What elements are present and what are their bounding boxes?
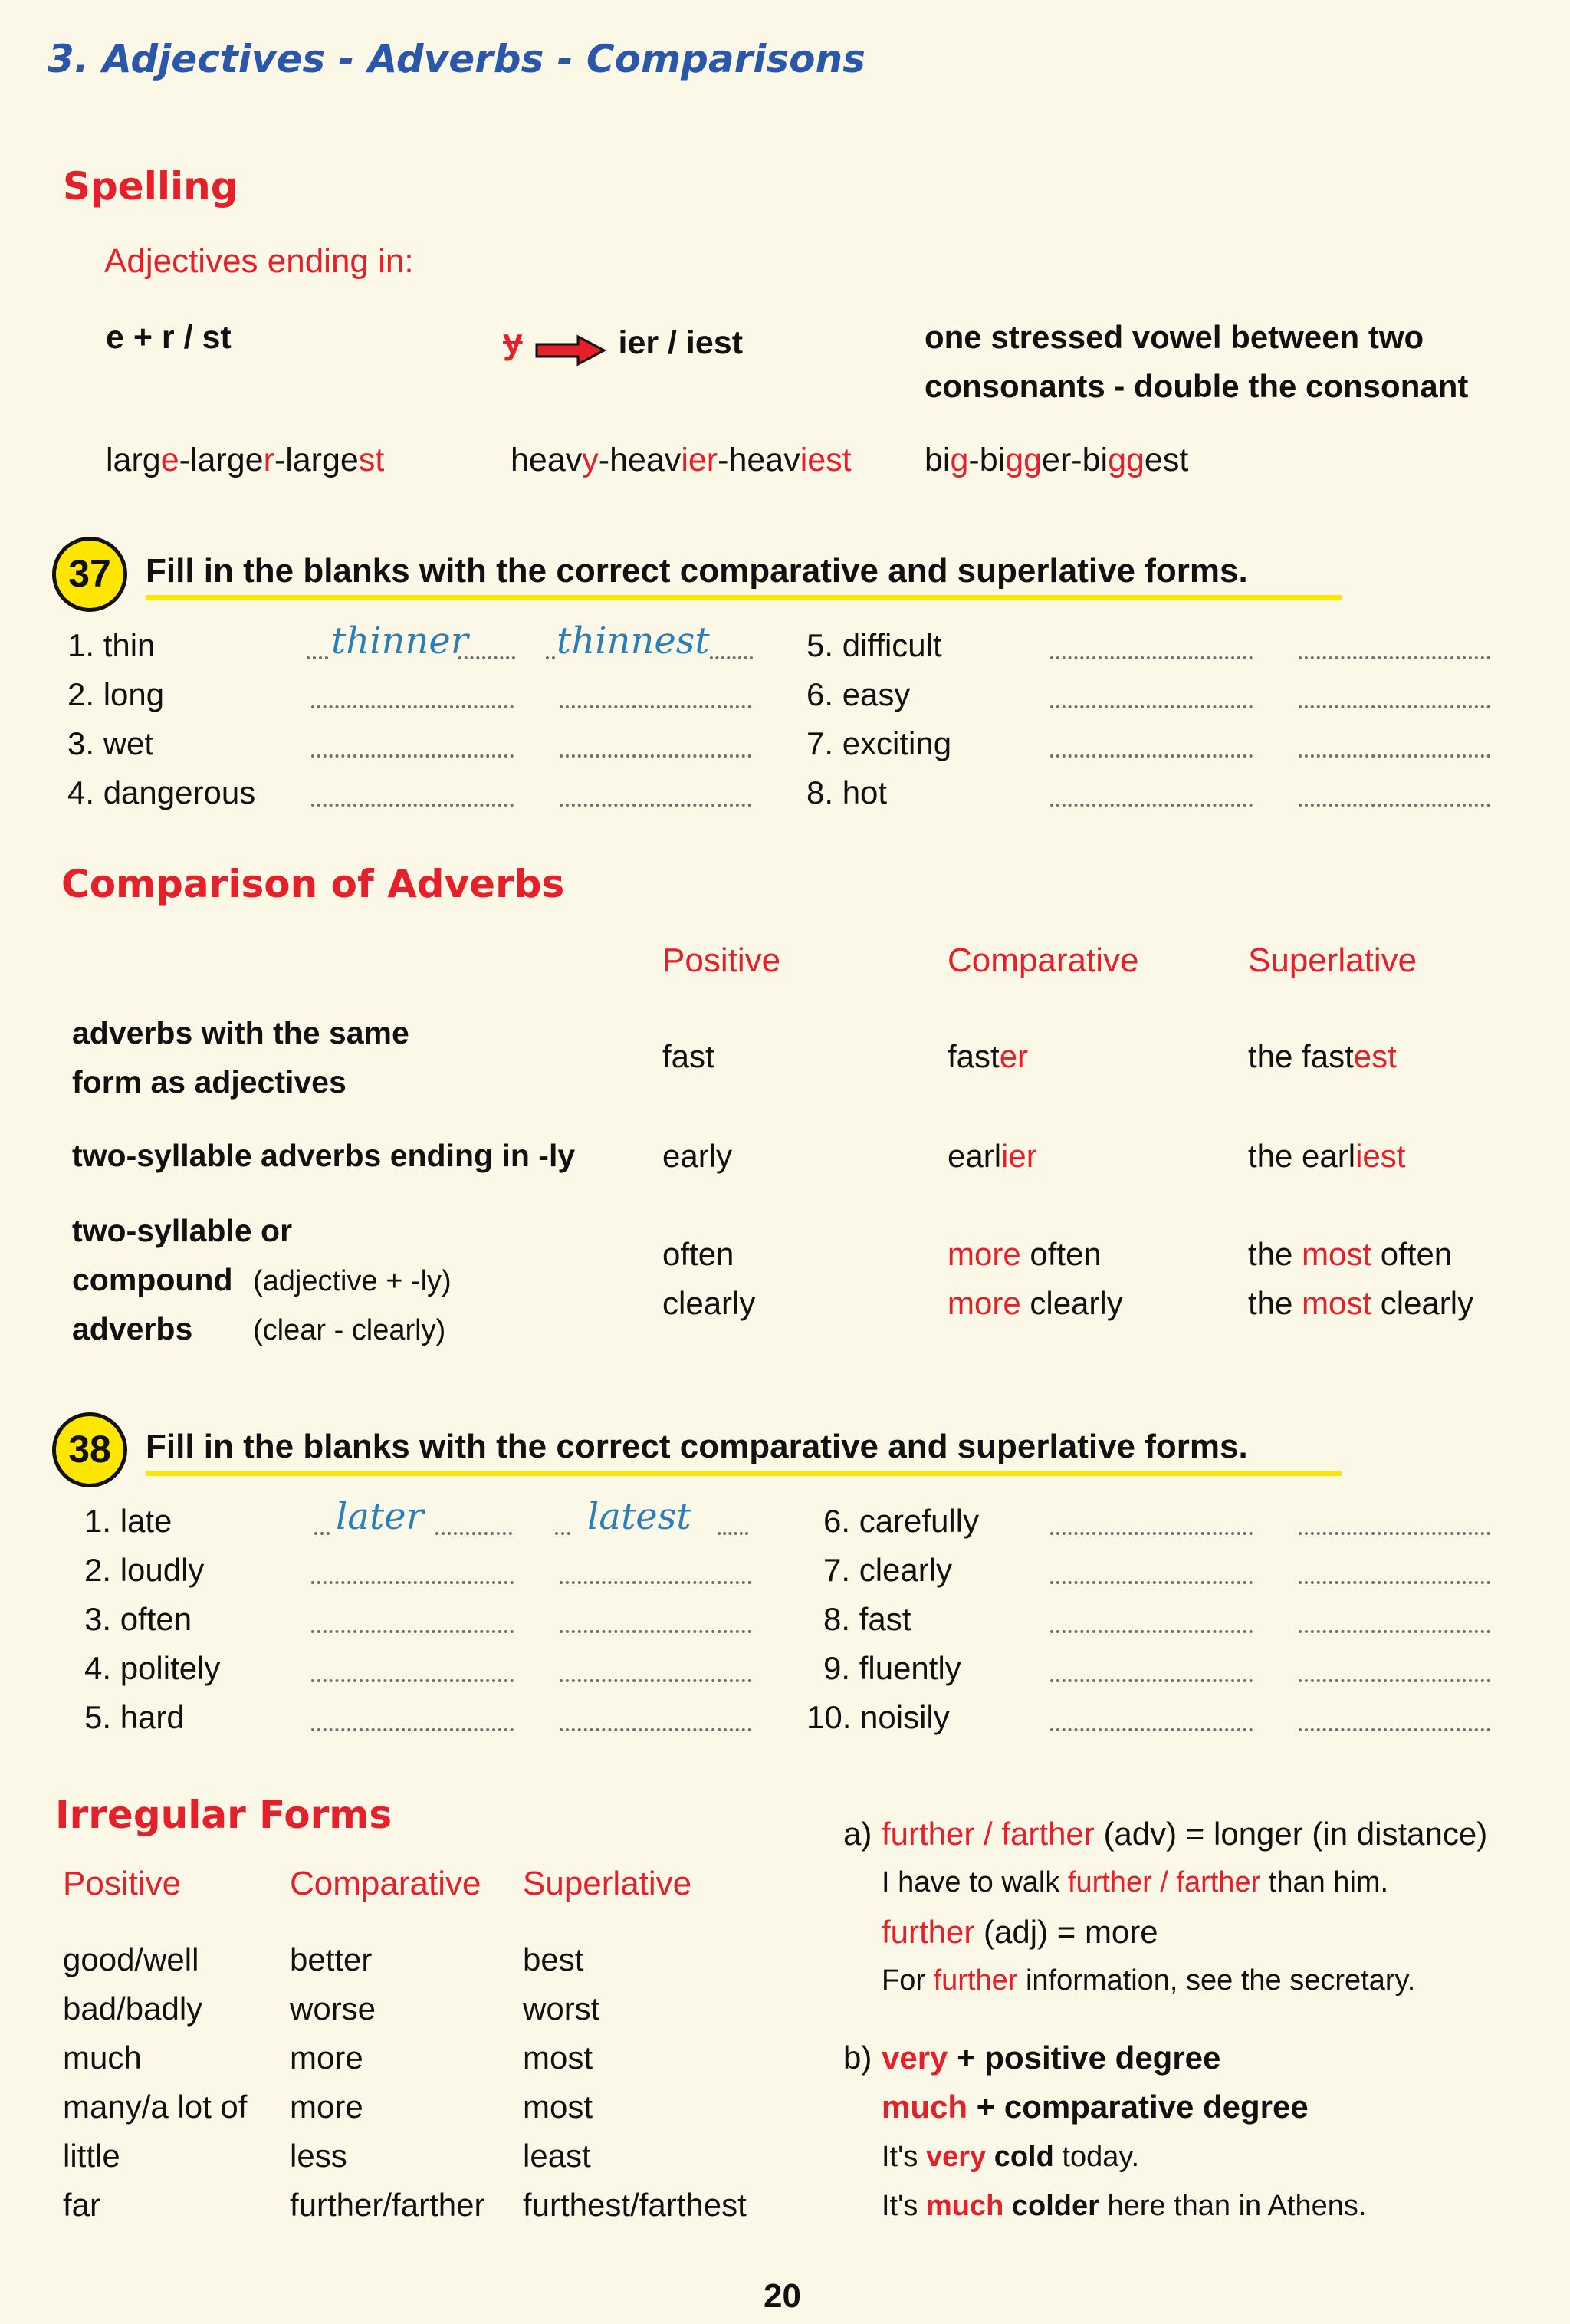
irregular-superlative: most [523,2040,593,2076]
irregular-positive: good/well [63,1941,199,1977]
irregular-comparative: more [290,2040,363,2076]
blank-line[interactable] [311,705,514,708]
rule-2-suffix: ier / iest [618,324,744,361]
irregular-title: Irregular Forms [55,1793,392,1837]
blank-line[interactable] [1299,705,1490,708]
irregular-comparative: worse [290,1990,376,2027]
adverbs-row3-label3: adverbs [72,1311,193,1346]
adverbs-row2-superlative: the earliest [1248,1138,1406,1174]
rule-3-line1: one stressed vowel between two [925,319,1424,355]
blank-line[interactable] [1299,656,1490,659]
blank-line[interactable] [560,1728,751,1731]
example-large: large-larger-largest [106,442,385,478]
adverbs-title: Comparison of Adverbs [61,862,565,906]
ex37-item: 1. thin [67,627,156,663]
adverbs-header-comparative: Comparative [948,942,1139,979]
rule-1: e + r / st [106,319,232,356]
ex37-example-comparative: thinner [331,620,468,662]
blank-line[interactable] [311,1581,514,1584]
adverbs-row3-comparative2: more clearly [948,1285,1123,1321]
y-crossed: y [503,321,523,361]
note-b-label: b) [843,2040,872,2076]
note-a-label: a) [843,1816,872,1852]
blank-line[interactable] [1299,1728,1490,1731]
adverbs-row3-comparative1: more often [948,1236,1102,1272]
ex38-item: 4. politely [84,1650,221,1686]
adverbs-row3-superlative2: the most clearly [1248,1285,1474,1321]
rule-2 [503,320,743,367]
ex37-item: 8. hot [806,774,888,810]
irregular-positive: many/a lot of [63,2089,248,2125]
blank-line[interactable] [560,1630,751,1633]
exercise-38-underline [146,1471,1342,1476]
ex38-example-superlative: latest [587,1495,691,1538]
blank-line[interactable] [1299,1581,1490,1584]
irregular-positive: little [63,2138,120,2174]
blank-line[interactable] [1299,1630,1490,1633]
blank-line[interactable] [1050,1532,1253,1535]
adverbs-row2-positive: early [662,1138,733,1174]
ex38-example-comparative: later [336,1495,424,1538]
ex37-item: 2. long [67,676,165,712]
blank-line[interactable] [1050,804,1253,807]
irregular-comparative: more [290,2089,363,2125]
blank-line[interactable] [1050,754,1253,758]
ex37-example-superlative: thinnest [557,620,710,662]
example-heavy: heavy-heavier-heaviest [511,442,852,478]
adverbs-row1-superlative: the fastest [1248,1038,1397,1074]
adverbs-row1-comparative: faster [948,1038,1029,1074]
exercise-38-instruction: Fill in the blanks with the correct comparative and superlative forms. [146,1428,1248,1465]
ex38-item: 10. noisily [806,1699,950,1735]
irregular-comparative: less [290,2138,347,2174]
blank-line[interactable] [311,804,514,807]
adverbs-row3-note2: (clear - clearly) [253,1314,446,1346]
ex38-item: 5. hard [84,1699,185,1735]
blank-line[interactable] [560,705,751,708]
adverbs-row3-label2: compound [72,1262,233,1297]
adverbs-row3-positive2: clearly [662,1285,756,1321]
note-a-line1: further / farther (adv) = longer (in distance) [882,1816,1488,1852]
blank-line[interactable] [560,1679,751,1682]
rule-3-line2: consonants - double the consonant [925,368,1469,404]
adverbs-row2-comparative: earlier [948,1138,1037,1174]
ex38-item: 6. carefully [823,1503,980,1539]
irregular-header-superlative: Superlative [523,1865,692,1902]
ex38-item: 7. clearly [823,1552,953,1588]
irregular-header-positive: Positive [63,1865,182,1902]
note-b-line3: It's very cold today. [882,2141,1140,2173]
note-a-line2: I have to walk further / farther than him. [882,1866,1389,1898]
irregular-superlative: most [523,2089,593,2125]
ex38-item: 9. fluently [823,1650,961,1686]
blank-line[interactable] [1050,1728,1253,1731]
adverbs-header-positive: Positive [662,942,781,979]
blank-line[interactable] [560,1581,751,1584]
adverbs-row3-superlative1: the most often [1248,1236,1453,1272]
irregular-comparative: further/farther [290,2187,485,2223]
ex37-item: 7. exciting [806,725,952,761]
irregular-positive: bad/badly [63,1990,203,2027]
blank-line[interactable] [1050,1679,1253,1682]
blank-line[interactable] [1050,656,1253,659]
blank-line[interactable] [1050,1630,1253,1633]
blank-line[interactable] [1299,1532,1490,1535]
irregular-positive: much [63,2040,142,2076]
blank-line[interactable] [1050,705,1253,708]
ex38-item: 3. often [84,1601,192,1637]
adverbs-row1-label2: form as adjectives [72,1064,347,1100]
adverbs-row3-label1: two-syllable or [72,1213,293,1248]
adverbs-header-superlative: Superlative [1248,942,1417,979]
blank-line[interactable] [1050,1581,1253,1584]
ex37-item: 5. difficult [806,627,942,663]
ex37-item: 4. dangerous [67,774,256,810]
blank-line[interactable] [1299,804,1490,807]
exercise-38-badge: 38 [52,1412,127,1487]
spelling-subtitle: Adjectives ending in: [104,242,414,280]
exercise-37-underline [146,595,1342,600]
note-a-line4: For further information, see the secretary. [882,1964,1416,1997]
unit-title: 3. Adjectives - Adverbs - Comparisons [48,37,865,81]
note-b-line4: It's much colder here than in Athens. [882,2190,1367,2222]
blank-line[interactable] [311,754,514,758]
note-b-line2: much + comparative degree [882,2089,1309,2125]
blank-line[interactable] [1299,754,1490,758]
exercise-37-badge: 37 [52,537,127,612]
irregular-superlative: least [523,2138,591,2174]
ex38-item: 8. fast [823,1601,911,1637]
note-a-line3: further (adj) = more [882,1914,1158,1950]
ex38-item: 2. loudly [84,1552,205,1588]
irregular-header-comparative: Comparative [290,1865,481,1902]
blank-line[interactable] [311,1679,514,1682]
irregular-superlative: furthest/farthest [523,2187,747,2223]
example-big: big-bigger-biggest [925,442,1189,478]
irregular-comparative: better [290,1941,373,1977]
page-number: 20 [764,2277,801,2315]
adverbs-row2-label: two-syllable adverbs ending in -ly [72,1138,576,1173]
note-b-line1: very + positive degree [882,2040,1221,2076]
irregular-superlative: best [523,1941,584,1977]
irregular-positive: far [63,2187,101,2223]
adverbs-row3-note1: (adjective + -ly) [253,1265,452,1297]
irregular-superlative: worst [523,1990,600,2027]
exercise-37-instruction: Fill in the blanks with the correct comparative and superlative forms. [146,552,1248,590]
ex37-item: 6. easy [806,676,911,712]
ex38-item: 1. late [84,1503,172,1539]
blank-line[interactable] [560,754,751,758]
blank-line[interactable] [311,1630,514,1633]
adverbs-row1-positive: fast [662,1038,714,1074]
blank-line[interactable] [311,1728,514,1731]
adverbs-row1-label1: adverbs with the same [72,1015,409,1050]
adverbs-row3-positive1: often [662,1236,734,1272]
arrow-right-icon [534,334,607,367]
blank-line[interactable] [560,804,751,807]
spelling-title: Spelling [63,164,238,209]
ex37-item: 3. wet [67,725,154,761]
blank-line[interactable] [1299,1679,1490,1682]
